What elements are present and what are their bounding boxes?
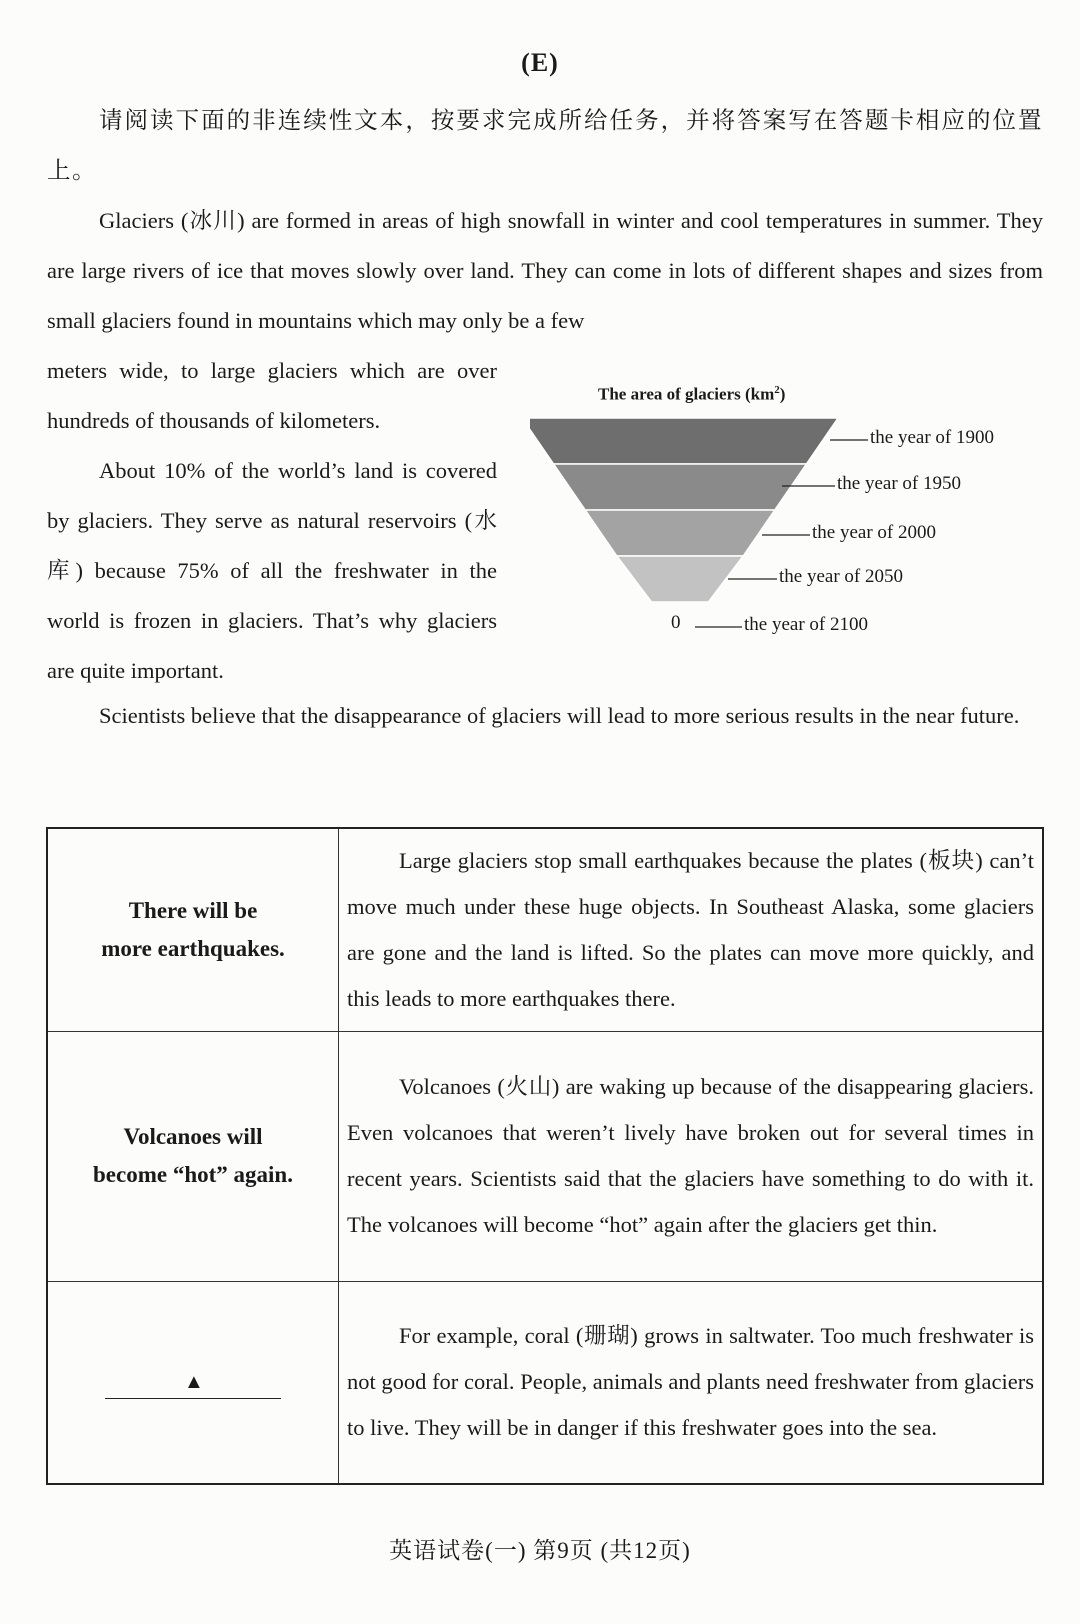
table-row [47,1281,1043,1484]
paragraph-text: meters wide, to large glaciers which are over [47,358,497,383]
year-label-4: the year of 2100 [744,614,868,635]
row-heading: Volcanoes will become “hot” again. [47,1031,339,1281]
year-label-0: the year of 1900 [870,427,994,448]
funnel-band-0 [530,418,838,464]
table-row [47,1031,1043,1281]
paragraph-scientists: Scientists believe that the disappearance of glaciers will lead to more serious results in the near future. [99,703,1020,728]
funnel-band-3 [617,556,743,602]
row-text: Volcanoes (火山) are waking up because of the disappearing glaciers. Even volcanoes that weren’t lively have broken out for several times in recent years. Scientists said that the glaciers have something to do with it. The volcanoes will become “hot” again after the glaciers get thin. [339,1031,1044,1281]
page-footer: 英语试卷(一) 第9页 (共12页) [389,1538,691,1563]
paragraph-text: hundreds of thousands of kilometers. [47,408,381,433]
funnel-band-1 [554,464,807,510]
row-heading-blank [47,1281,339,1484]
paragraph-text: Glaciers (冰川) are formed in areas of high snowfall in winter and cool temperatures in summer. They are large rivers of ice that moves slowly over land. They can come in lots of different shapes and sizes from small glaciers found in mountains which may only be a few [47,208,1043,333]
chart-title: The area of glaciers $(km^2)$ [598,384,786,404]
effects-table [46,827,1044,1485]
paragraph-glaciers-formed-cont [47,346,497,446]
row-text: Large glaciers stop small earthquakes because the plates (板块) can’t move much under these huge objects. In Southeast Alaska, some glaciers are gone and the land is lifted. So the plates can move more quickly, and this leads to more earthquakes there. [339,828,1044,1031]
year-label-2: the year of 2000 [812,522,936,543]
triangle-marker-icon: ▲ [184,1371,204,1394]
table-row [47,828,1043,1031]
paragraph-glaciers-formed [47,196,1043,346]
row-text: For example, coral (珊瑚) grows in saltwater. Too much freshwater is not good for coral. People, animals and plants need freshwater from glaciers to live. They will be in danger if this freshwater goes into the sea. [339,1281,1044,1484]
glacier-area-chart [530,378,1050,678]
zero-label: 0 [671,612,681,633]
year-label-3: the year of 2050 [779,566,903,587]
row-heading: There will be more earthquakes. [47,828,339,1031]
paragraph-glaciers-land: About 10% of the world’s land is covered by glaciers. They serve as natural reservoirs (水库) because 75% of all the freshwater in the world is frozen in glaciers. That’s why glaciers are quite important. [47,458,497,683]
instruction-text: 请阅读下面的非连续性文本，按要求完成所给任务，并将答案写在答题卡相应的位置上。 [47,108,1043,184]
funnel-band-2 [585,510,775,556]
answer-blank[interactable] [105,1368,281,1399]
section-label: (E) [521,48,559,77]
year-label-1: the year of 1950 [837,473,961,494]
